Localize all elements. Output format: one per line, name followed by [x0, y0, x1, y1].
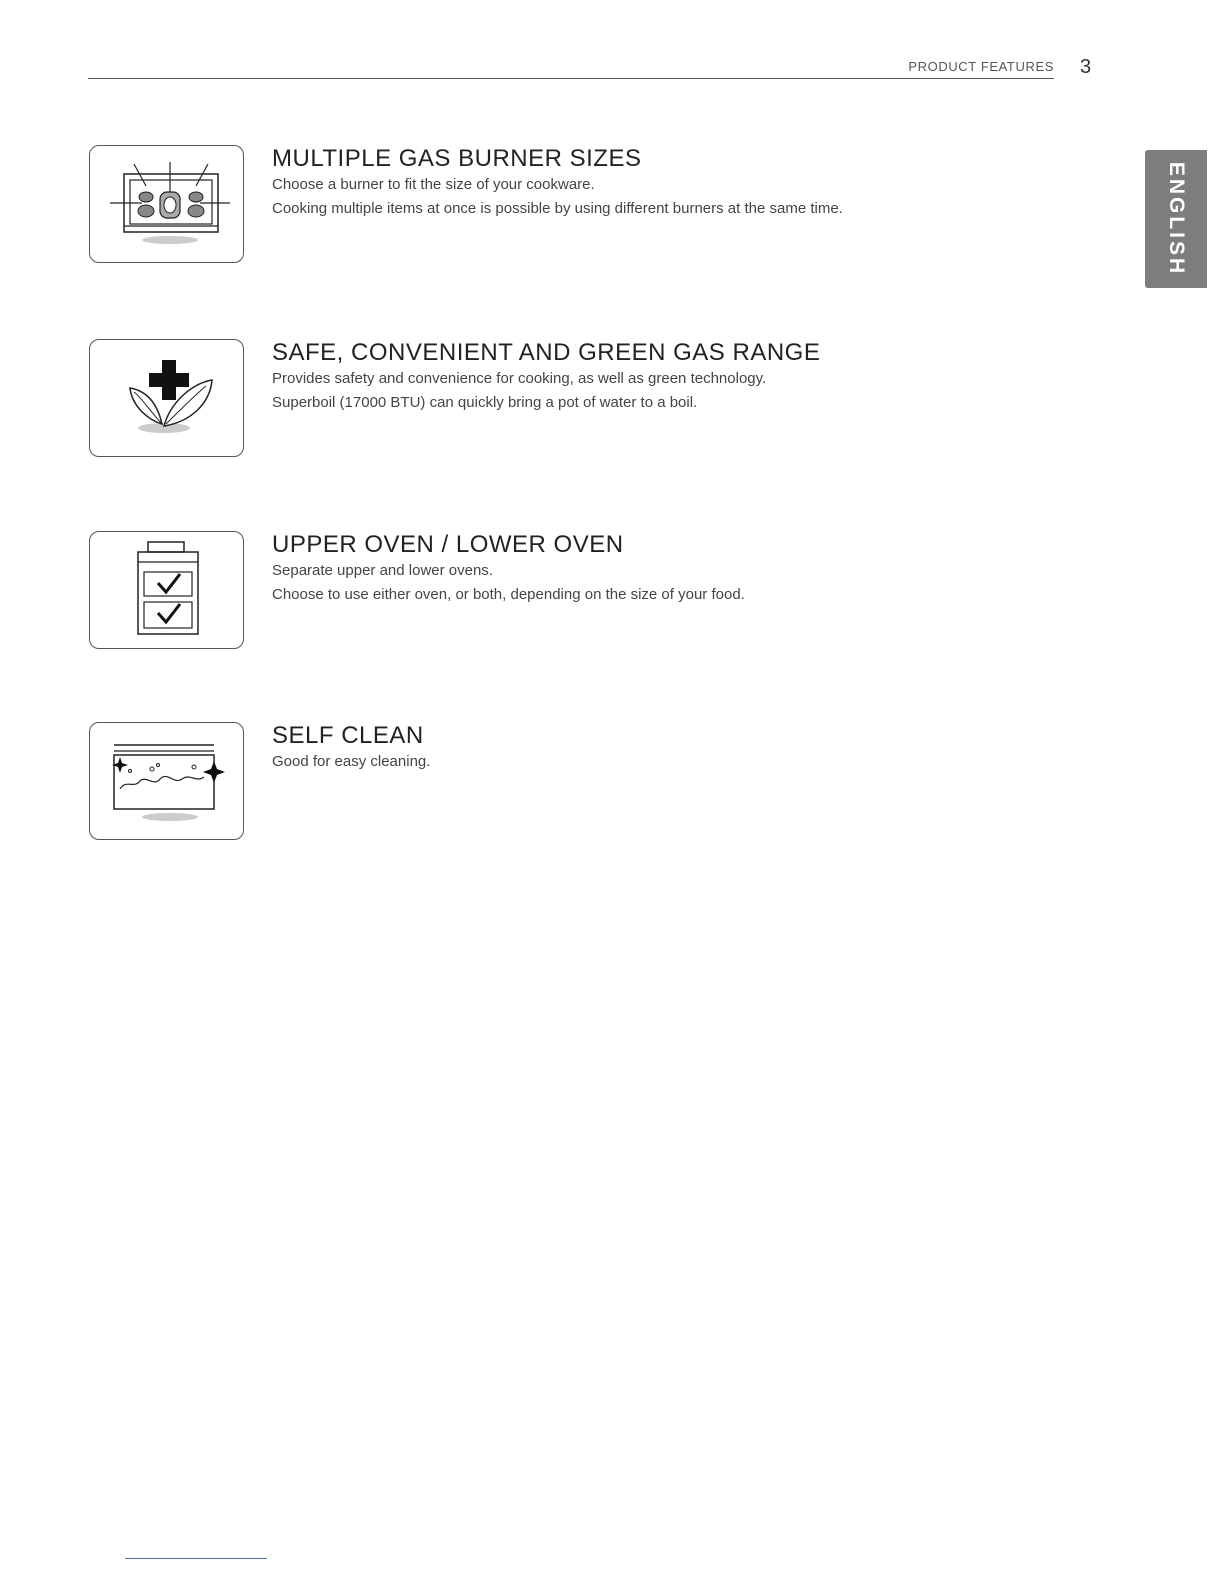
feature-title: UPPER OVEN / LOWER OVEN: [272, 531, 624, 558]
feature-description: Provides safety and convenience for cooking, as well as green technology.: [272, 370, 767, 387]
feature-upper-lower-oven: [89, 531, 1049, 651]
feature-self-clean: [89, 722, 1049, 842]
feature-description: Separate upper and lower ovens.: [272, 562, 493, 579]
gas-burner-icon: [89, 145, 244, 263]
feature-title: MULTIPLE GAS BURNER SIZES: [272, 145, 642, 172]
language-tab-label: ENGLISH: [1165, 161, 1188, 277]
feature-title: SELF CLEAN: [272, 722, 424, 749]
feature-description: Good for easy cleaning.: [272, 753, 431, 770]
feature-safe-green-gas-range: [89, 339, 1049, 459]
feature-title: SAFE, CONVENIENT AND GREEN GAS RANGE: [272, 339, 821, 366]
feature-description: Choose to use either oven, or both, depending on the size of your food.: [272, 586, 745, 603]
double-oven-icon: [89, 531, 244, 649]
page-header: [88, 56, 1054, 79]
feature-description: Choose a burner to fit the size of your cookware.: [272, 176, 595, 193]
self-clean-oven-icon: [89, 722, 244, 840]
language-tab: [1145, 150, 1207, 288]
feature-description: Cooking multiple items at once is possible by using different burners at the same time.: [272, 200, 843, 217]
page-number: 3: [1080, 56, 1092, 78]
feature-multiple-gas-burner: [89, 145, 1049, 265]
feature-description: Superboil (17000 BTU) can quickly bring a pot of water to a boil.: [272, 394, 698, 411]
green-leaf-cross-icon: [89, 339, 244, 457]
footer-rule: [125, 1558, 267, 1559]
section-title: PRODUCT FEATURES: [908, 59, 1054, 74]
